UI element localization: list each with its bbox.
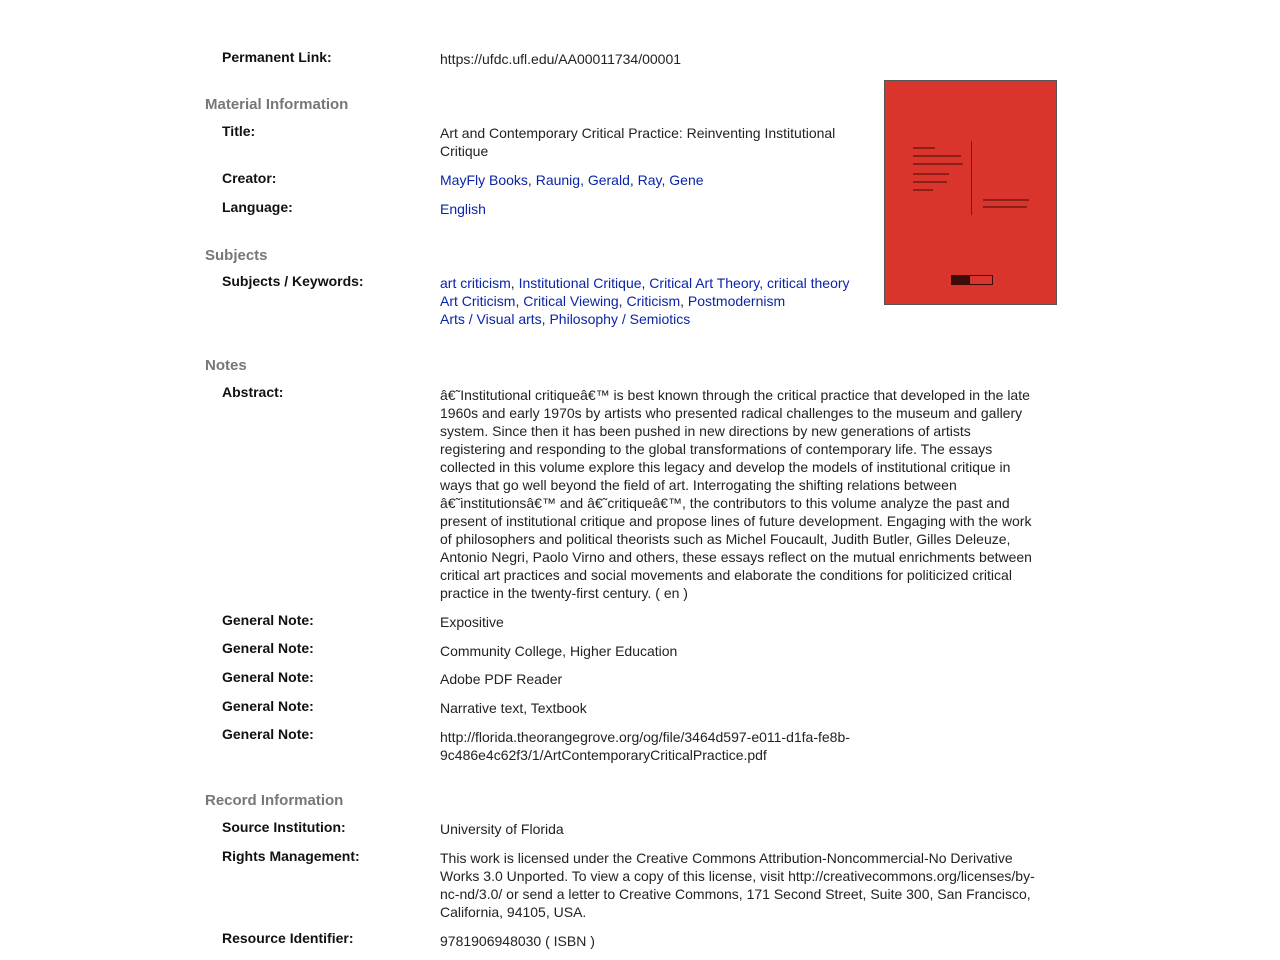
cover-author-mark — [983, 206, 1027, 208]
general-note-label: General Note: — [222, 640, 314, 656]
abstract-line: â€˜institutionsâ€™ and â€˜critiqueâ€™, the contributors to this volume analyze the past and — [440, 495, 1010, 511]
abstract-line: critical art practices and social movements and elaborate the conditions for politicized critical — [440, 567, 1012, 583]
cover-title-mark — [913, 189, 933, 191]
language-link[interactable]: English — [440, 201, 486, 217]
rights-management-value — [440, 849, 1035, 921]
subject-link[interactable]: Institutional Critique — [518, 275, 642, 291]
abstract-line: present of institutional critique and propose lines of future development. Engaging with the work — [440, 513, 1032, 529]
general-note-value: Adobe PDF Reader — [440, 671, 563, 687]
subject-link[interactable]: art criticism — [440, 275, 511, 291]
rights-line: Works 3.0 Unported. To view a copy of this license, visit http://creativecommons.org/licenses/by- — [440, 868, 1035, 884]
language-value — [440, 200, 486, 218]
general-note-label: General Note: — [222, 698, 314, 714]
creator-label: Creator: — [222, 170, 277, 186]
abstract-line: ways that go well beyond the field of art. Interrogating the shifting relations between — [440, 477, 957, 493]
abstract-line: registering and responding to the global transformations of contemporary life. The essays — [440, 441, 993, 457]
creator-link-raunig[interactable]: Raunig, Gerald — [535, 172, 630, 188]
creator-link-mayfly[interactable]: MayFly Books — [440, 172, 528, 188]
rights-line: California, 94105, USA. — [440, 904, 587, 920]
general-note-url-line-2: 9c486e4c62f3/1/ArtContemporaryCriticalPractice.pdf — [440, 747, 767, 763]
cover-title-mark — [913, 173, 949, 175]
subject-link[interactable]: Philosophy / Semiotics — [549, 311, 691, 327]
subject-link[interactable]: Criticism — [626, 293, 681, 309]
section-subjects: Subjects — [205, 247, 268, 264]
resource-identifier-label: Resource Identifier: — [222, 930, 354, 946]
cover-divider — [971, 141, 972, 215]
title-label: Title: — [222, 123, 256, 139]
language-label: Language: — [222, 199, 293, 215]
creator-value: MayFly Books, Raunig, Gerald, Ray, Gene — [440, 172, 704, 188]
section-record-information: Record Information — [205, 792, 344, 809]
subjects-line-2: Art Criticism, Critical Viewing, Criticism, Postmodernism — [440, 293, 786, 309]
title-line-1: Art and Contemporary Critical Practice: Reinventing Institutional — [440, 125, 836, 141]
abstract-line: practice in the twenty-first century. ( en ) — [440, 585, 688, 601]
rights-line: nc-nd/3.0/ or send a letter to Creative Commons, 171 Second Street, Suite 300, San Francisco, — [440, 886, 1031, 902]
general-note-url — [440, 728, 850, 764]
cover-title-mark — [913, 155, 961, 157]
subjects-line-1: art criticism, Institutional Critique, Critical Art Theory, critical theory — [440, 275, 850, 291]
book-cover-thumbnail[interactable] — [884, 80, 1057, 305]
section-material-information: Material Information — [205, 96, 349, 113]
subject-link[interactable]: Art Criticism — [440, 293, 516, 309]
subject-link[interactable]: Arts / Visual arts — [440, 311, 542, 327]
subjects-line-3: Arts / Visual arts, Philosophy / Semiotics — [440, 311, 691, 327]
abstract-line: collected in this volume explore this legacy and develop the models of institutional critique in — [440, 459, 1011, 475]
subject-link[interactable]: Postmodernism — [687, 293, 786, 309]
source-institution-label: Source Institution: — [222, 819, 346, 835]
creator-link-ray[interactable]: Ray, Gene — [637, 172, 704, 188]
subject-link[interactable]: critical theory — [767, 275, 850, 291]
cover-title-mark — [913, 147, 935, 149]
cover-title-mark — [913, 163, 963, 165]
general-note-label: General Note: — [222, 669, 314, 685]
permanent-link-value: https://ufdc.ufl.edu/AA00011734/00001 — [440, 51, 682, 67]
cover-author-mark — [983, 199, 1029, 201]
abstract-line: â€˜Institutional critiqueâ€™ is best known through the critical practice that developed in the late — [440, 387, 1030, 403]
abstract-label: Abstract: — [222, 384, 284, 400]
rights-management-label: Rights Management: — [222, 848, 360, 864]
rights-line: This work is licensed under the Creative Commons Attribution-Noncommercial-No Derivative — [440, 850, 1013, 866]
abstract-value — [440, 386, 1032, 602]
general-note-value: Expositive — [440, 614, 504, 630]
title-line-2: Critique — [440, 143, 489, 159]
general-note-label: General Note: — [222, 612, 314, 628]
source-institution-value: University of Florida — [440, 821, 564, 837]
cover-title-mark — [913, 181, 947, 183]
cover-logo-block — [952, 276, 970, 284]
general-note-value: Narrative text, Textbook — [440, 700, 587, 716]
section-notes: Notes — [205, 357, 247, 374]
resource-identifier-value: 9781906948030 ( ISBN ) — [440, 933, 595, 949]
abstract-line: Antonio Negri, Paolo Virno and others, these essays reflect on the mutual enrichments between — [440, 549, 1032, 565]
title-value — [440, 124, 835, 160]
general-note-value: Community College, Higher Education — [440, 643, 678, 659]
permanent-link-label: Permanent Link: — [222, 49, 332, 65]
abstract-line: system. Since then it has been pushed in new directions by new generations of artists — [440, 423, 971, 439]
cover-publisher-logo — [951, 275, 993, 285]
subjects-keywords-label: Subjects / Keywords: — [222, 273, 364, 289]
general-note-label: General Note: — [222, 726, 314, 742]
abstract-line: 1960s and early 1970s by artists who presented radical challenges to the museum and gallery — [440, 405, 1023, 421]
abstract-line: of philosophers and political theorists such as Michel Foucault, Judith Butler, Gilles Deleuze, — [440, 531, 1011, 547]
subjects-keywords-value — [440, 274, 850, 328]
general-note-url-line-1: http://florida.theorangegrove.org/og/file/3464d597-e011-d1fa-fe8b- — [440, 729, 850, 745]
subject-link[interactable]: Critical Art Theory — [649, 275, 760, 291]
subject-link[interactable]: Critical Viewing — [523, 293, 619, 309]
